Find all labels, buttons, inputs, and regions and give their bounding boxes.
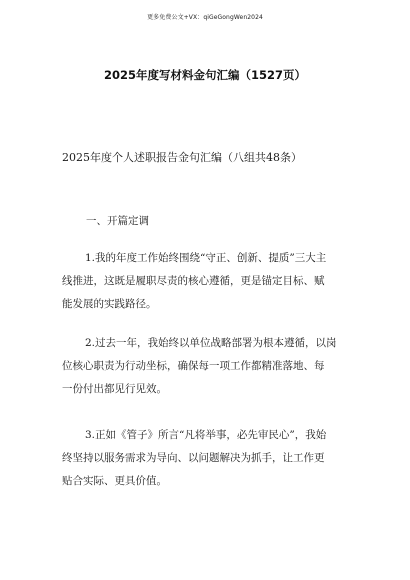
paragraph-line: 2.过去一年，我始终以单位战略部署为根本遵循，以岗: [85, 337, 337, 349]
document-title: 2025年度写材料金句汇编（1527页）: [103, 68, 306, 82]
paragraph-line: 1.我的年度工作始终围绕“守正、创新、提质”三大主: [85, 252, 327, 264]
paragraph-line: 位核心职责为行动坐标，确保每一项工作都精准落地、每: [62, 360, 325, 372]
section-title: 2025年度个人述职报告金句汇编（八组共48条）: [62, 151, 302, 164]
subheading-opening: 一、开篇定调: [86, 215, 149, 227]
paragraph-1: [62, 247, 362, 316]
paragraph-line: 贴合实际、更具价值。: [62, 475, 167, 487]
paragraph-line: 3.正如《管子》所言“凡将举事，必先审民心”，我始: [85, 429, 327, 441]
paragraph-line: 线推进，这既是履职尽责的核心遵循，更是锚定目标、赋: [62, 275, 325, 287]
paragraph-line: 能发展的实践路径。: [62, 298, 157, 310]
paragraph-3: [62, 424, 362, 493]
header-notice: 更多免费公文+VX：qiGeGongWen2024: [147, 14, 263, 21]
paragraph-line: 一份付出都见行见效。: [62, 383, 167, 395]
paragraph-line: 终坚持以服务需求为导向、以问题解决为抓手，让工作更: [62, 452, 325, 464]
paragraph-2: [62, 332, 362, 401]
